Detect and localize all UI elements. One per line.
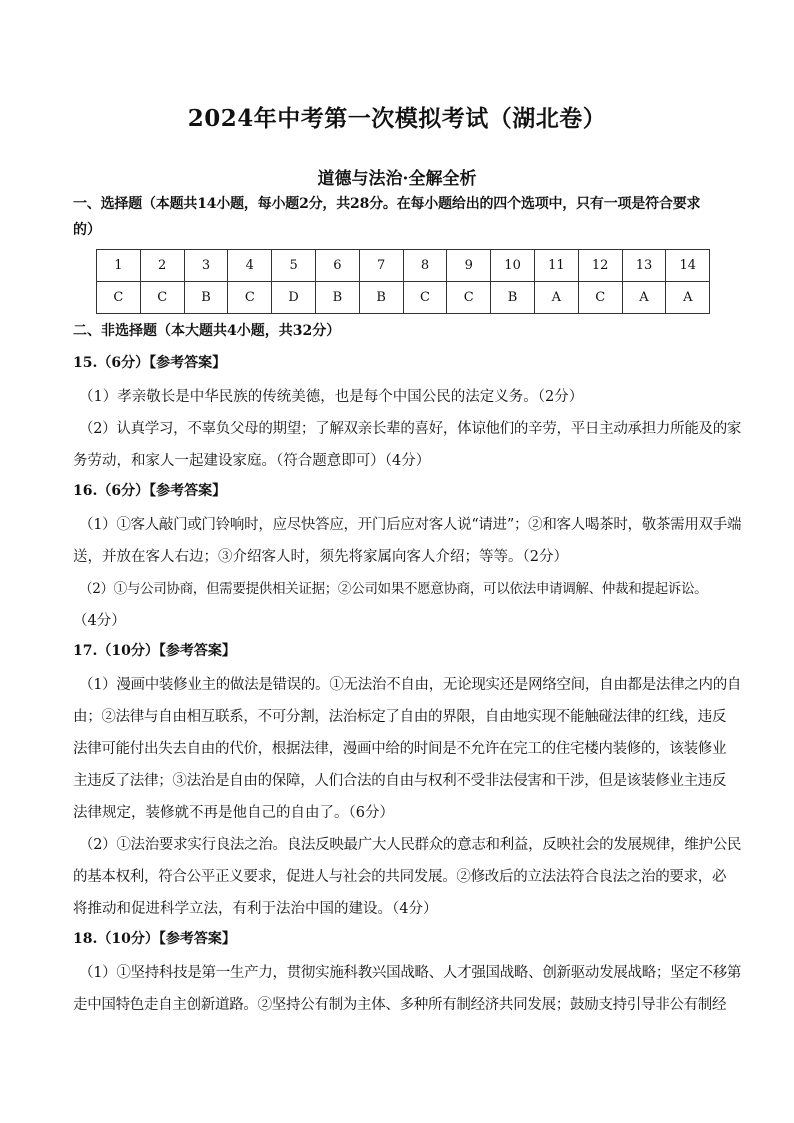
q18-header: 18.（10分）【参考答案】 [73,931,236,947]
question-number: 10 [491,250,535,282]
answer-cell: C [228,282,272,314]
question-number: 5 [272,250,316,282]
q17-line-1: （1）漫画中装修业主的做法是错误的。①无法治不自由，无论现实还是网络空间，自由都是法律之内的自 [79,677,742,693]
answer-table-answer-row [97,282,710,314]
question-number: 8 [403,250,447,282]
q16-line-4: （4分） [73,613,126,629]
q15-line-1: （1）孝亲敬长是中华民族的传统美德，也是每个中国公民的法定义务。（2分） [79,389,584,405]
q16-header: 16.（6分）【参考答案】 [73,483,227,499]
q17-line-4: 主违反了法律；③法治是自由的保障，人们合法的自由与权利不受非法侵害和干涉，但是该装修业主违反 [73,773,727,789]
section2-heading: 二、非选择题（本大题共4小题，共32分） [73,323,341,339]
question-number: 12 [578,250,622,282]
q17-line-3: 法律可能付出失去自由的代价，根据法律，漫画中给的时间是不允许在完工的住宅楼内装修的，该装修业 [73,741,727,757]
answer-table [96,249,710,314]
q17-line-6: （2）①法治要求实行良法之治。良法反映最广大人民群众的意志和利益，反映社会的发展规律，维护公民 [79,837,742,853]
question-number: 2 [140,250,184,282]
section1-heading-cont: 的） [73,222,101,238]
q17-line-5: 法律规定，装修就不再是他自己的自由了。（6分） [73,805,394,821]
question-number: 1 [97,250,141,282]
answer-cell: B [359,282,403,314]
question-number: 9 [447,250,491,282]
page-subtitle: 道德与法治·全解全析 [317,169,477,189]
question-number: 13 [622,250,666,282]
question-number: 6 [315,250,359,282]
answer-cell: B [184,282,228,314]
answer-cell: A [622,282,666,314]
question-number: 11 [534,250,578,282]
section1-heading: 一、选择题（本题共14小题，每小题2分，共28分。在每小题给出的四个选项中，只有一项是符合要求 [73,196,701,212]
answer-cell: A [534,282,578,314]
page-title: 2024年中考第一次模拟考试（湖北卷） [187,105,607,132]
q17-line-7: 的基本权利，符合公平正义要求，促进人与社会的共同发展。②修改后的立法法符合良法之治的要求，必 [73,869,727,885]
answer-cell: D [272,282,316,314]
q16-line-2: 送，并放在客人右边；③介绍客人时，须先将家属向客人介绍；等等。（2分） [73,549,568,565]
answer-cell: C [97,282,141,314]
answer-cell: C [140,282,184,314]
answer-table-number-row [97,250,710,282]
answer-cell: B [315,282,359,314]
q16-line-3: （2）①与公司协商，但需要提供相关证据；②公司如果不愿意协商，可以依法申请调解、仲裁和提起诉讼。 [79,581,708,597]
q17-header: 17.（10分）【参考答案】 [73,643,236,659]
answer-cell: A [666,282,710,314]
q18-line-2: 走中国特色走自主创新道路。②坚持公有制为主体、多种所有制经济共同发展；鼓励支持引导非公有制经 [73,997,727,1013]
answer-cell: B [491,282,535,314]
q15-header: 15.（6分）【参考答案】 [73,355,227,371]
answer-cell: C [403,282,447,314]
question-number: 7 [359,250,403,282]
question-number: 4 [228,250,272,282]
question-number: 14 [666,250,710,282]
q16-line-1: （1）①客人敲门或门铃响时，应尽快答应，开门后应对客人说“请进”；②和客人喝茶时，敬茶需用双手端 [79,517,742,533]
q15-line-3: 务劳动，和家人一起建设家庭。（符合题意即可）（4分） [73,453,431,469]
answer-cell: C [447,282,491,314]
q18-line-1: （1）①坚持科技是第一生产力，贯彻实施科教兴国战略、人才强国战略、创新驱动发展战略；坚定不移第 [79,965,742,981]
q15-line-2: （2）认真学习，不辜负父母的期望；了解双亲长辈的喜好，体谅他们的辛劳，平日主动承担力所能及的家 [79,421,742,437]
answer-cell: C [578,282,622,314]
q17-line-8: 将推动和促进科学立法，有利于法治中国的建设。（4分） [73,901,438,917]
q17-line-2: 由；②法律与自由相互联系，不可分割，法治标定了自由的界限，自由地实现不能触碰法律的红线，违反 [73,709,727,725]
question-number: 3 [184,250,228,282]
